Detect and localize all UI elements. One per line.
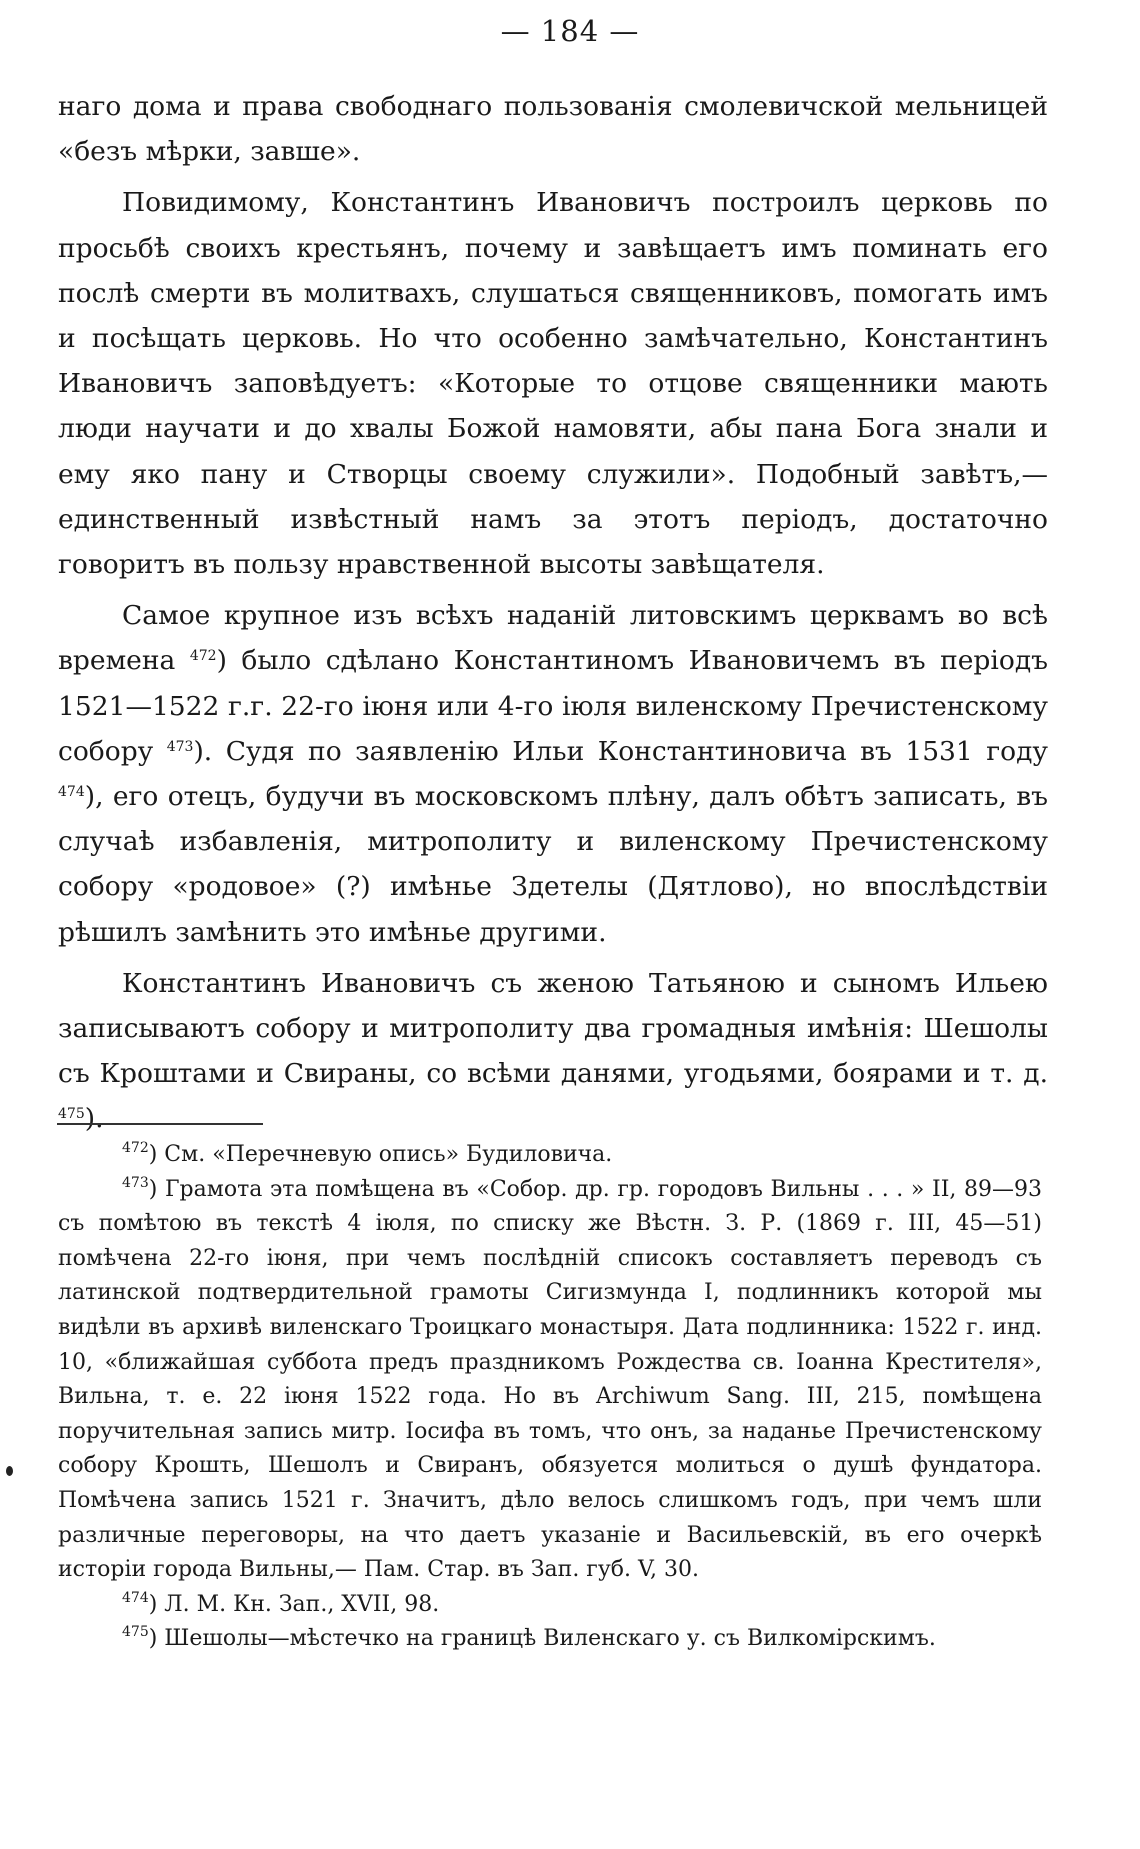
paragraph-4-close: ). bbox=[84, 1103, 104, 1135]
paragraph-3-part-1: Самое крупное изъ всѣхъ наданій литовскимъ церквамъ во всѣ времена bbox=[58, 600, 1048, 677]
footnote-472 bbox=[58, 1138, 1042, 1173]
footnote-text: ) Л. М. Кн. Зап., XVII, 98. bbox=[148, 1591, 440, 1617]
footnote-474 bbox=[58, 1588, 1042, 1623]
footnote-divider bbox=[57, 1123, 263, 1125]
main-text bbox=[58, 84, 1048, 1142]
paragraph-3-part-3: ). Судя по заявленію Ильи Константиновича въ 1531 году bbox=[193, 735, 1048, 767]
paragraph-3-part-4: ), его отецъ, будучи въ московскомъ плѣну, далъ обѣтъ записать, въ случаѣ избавленія, митрополиту и виленскому Пречистенскому собору «родовое» (?) имѣнье Здетелы (Дятлово), но впослѣдствіи рѣшилъ замѣнить это имѣнье другими. bbox=[58, 781, 1048, 948]
paragraph-4-text: Константинъ Ивановичъ съ женою Татьяною и сыномъ Ильею записываютъ собору и митрополиту два громадныя имѣнія: Шешолы съ Кроштами и Свираны, со всѣми данями, угодьями, боярами и т. д. bbox=[58, 967, 1048, 1090]
page-number: — 184 — bbox=[500, 14, 640, 48]
ink-blot bbox=[6, 1466, 13, 1476]
footnotes bbox=[58, 1138, 1042, 1657]
footnote-number: 473 bbox=[122, 1174, 149, 1191]
footnote-475 bbox=[58, 1622, 1042, 1657]
footnote-ref-474: 474 bbox=[58, 784, 85, 801]
footnote-text: ) См. «Перечневую опись» Будиловича. bbox=[148, 1142, 613, 1167]
footnote-473 bbox=[58, 1173, 1042, 1588]
footnote-ref-472: 472 bbox=[189, 648, 217, 665]
footnote-text: ) Грамота эта помѣщена въ «Собор. др. гр. городовъ Вильны . . . » II, 89—93 съ помѣтою въ текстѣ 4 іюля, по списку же Вѣстн. З. Р. (1869 г. III, 45—51) помѣчена 22-го іюня, при чемъ послѣдній списокъ составляетъ переводъ съ латинской подтвердительной грамоты Сигизмунда I, подлинникъ которой мы видѣли въ архивѣ виленскаго Троицкаго монастыря. Дата подлинника: 1522 г. инд. 10, «ближайшая суббота предъ праздникомъ Рождества св. Іоанна Крестителя», Вильна, т. е. 22 іюня 1522 года. Но въ Archiwum Sang. III, 215, помѣщена поручительная запись митр. Іосифа въ томъ, что онъ, за наданье Пречистенскому собору Крошть, Шешолъ и Свиранъ, обязуется молиться о душѣ фундатора. Помѣчена запись 1521 г. Значитъ, дѣло велось слишкомъ годъ, при чемъ шли различные переговоры, на что даетъ указаніе и Васильевскій, въ его очеркѣ исторіи города Вильны,— Пам. Стар. въ Зап. губ. V, 30. bbox=[58, 1176, 1042, 1583]
footnote-number: 475 bbox=[122, 1624, 149, 1641]
footnote-ref-473: 473 bbox=[166, 738, 194, 755]
footnote-ref-475: 475 bbox=[58, 1106, 85, 1123]
paragraph-1: наго дома и права свободнаго пользованія смолевичской мельницей «безъ мѣрки, завше». bbox=[58, 91, 1048, 168]
footnote-text: ) Шешолы—мѣстечко на границѣ Виленскаго у. съ Вилкомірскимъ. bbox=[148, 1626, 936, 1652]
paragraph-3 bbox=[58, 593, 1048, 955]
paragraph-2: Повидимому, Константинъ Ивановичъ построилъ церковь по просьбѣ своихъ крестьянъ, почему и завѣщаетъ имъ поминать его послѣ смерти въ молитвахъ, слушаться священниковъ, помогать имъ и посѣщать церковь. Но что особенно замѣчательно, Константинъ Ивановичъ заповѣдуетъ: «Которые то отцове священники мають люди научати и до хвалы Божой намовяти, абы пана Бога знали и ему яко пану и Створцы своему служили». Подобный завѣтъ,—единственный извѣстный намъ за этотъ періодъ, достаточно говоритъ въ пользу нравственной высоты завѣщателя. bbox=[58, 187, 1048, 581]
paragraph-3-part-2: ) было сдѣлано Константиномъ Ивановичемъ въ періодъ 1521—1522 г.г. 22-го іюня или 4-го іюля виленскому Пречистенскому собору bbox=[58, 645, 1048, 767]
paragraph-4 bbox=[58, 961, 1048, 1142]
footnote-number: 472 bbox=[122, 1140, 149, 1156]
footnote-number: 474 bbox=[122, 1589, 149, 1606]
